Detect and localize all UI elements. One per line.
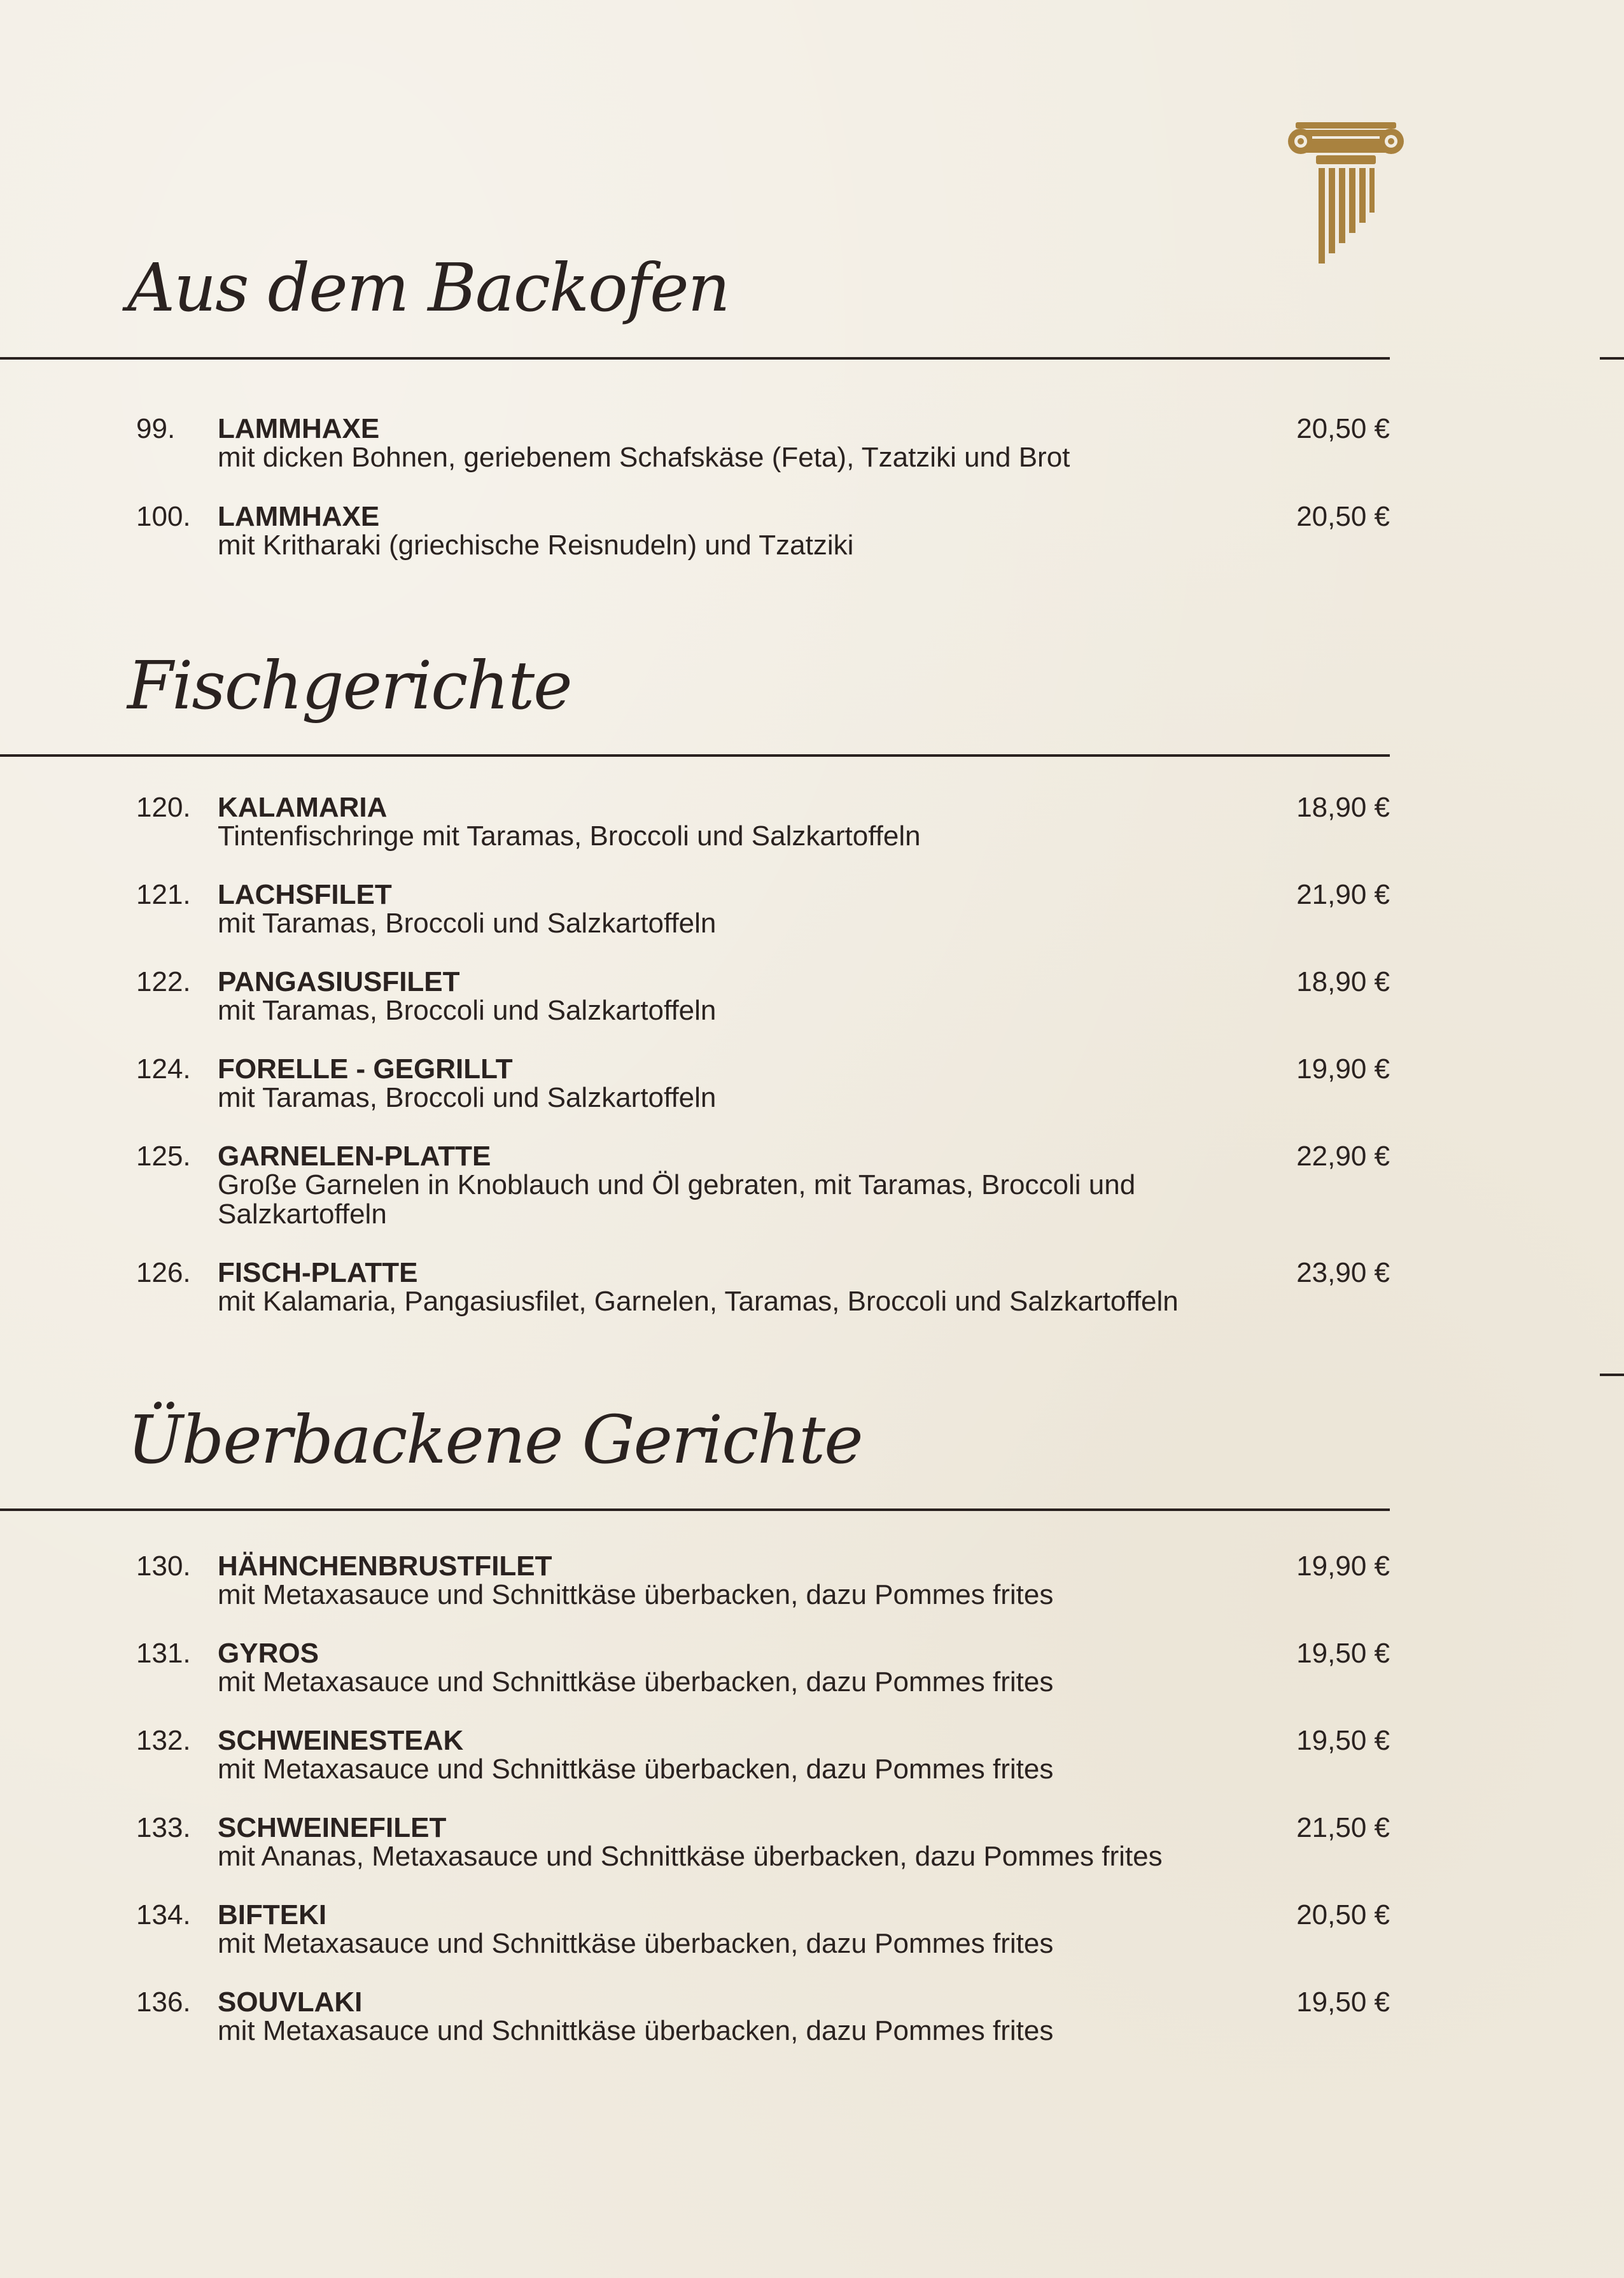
item-name: HÄHNCHENBRUSTFILET: [218, 1550, 552, 1582]
item-price: 18,90 €: [1296, 792, 1390, 823]
item-name: KALAMARIA: [218, 792, 388, 823]
item-description: mit Taramas, Broccoli und Salzkartoffeln: [218, 908, 717, 939]
item-description: mit Metaxasauce und Schnittkäse überbacken, dazu Pommes frites: [218, 1754, 1054, 1785]
item-price: 19,90 €: [1296, 1550, 1390, 1582]
item-name: PANGASIUSFILET: [218, 966, 460, 997]
edge-mark-middle: [1600, 1374, 1624, 1376]
item-price: 18,90 €: [1296, 966, 1390, 997]
item-name: GYROS: [218, 1638, 319, 1669]
item-price: 19,50 €: [1296, 1638, 1390, 1669]
item-description: mit Kalamaria, Pangasiusfilet, Garnelen, Taramas, Broccoli und Salzkartoffeln: [218, 1286, 1179, 1317]
item-description: mit Taramas, Broccoli und Salzkartoffeln: [218, 1082, 717, 1113]
item-description: mit dicken Bohnen, geriebenem Schafskäse (Feta), Tzatziki und Brot: [218, 442, 1070, 473]
item-price: 20,50 €: [1296, 413, 1390, 444]
item-price: 20,50 €: [1296, 1899, 1390, 1930]
section-title: Fischgerichte: [127, 647, 571, 724]
item-description: mit Ananas, Metaxasauce und Schnittkäse überbacken, dazu Pommes frites: [218, 1841, 1163, 1872]
item-number: 121.: [136, 879, 191, 910]
item-number: 133.: [136, 1812, 191, 1843]
item-name: BIFTEKI: [218, 1899, 327, 1930]
item-price: 19,50 €: [1296, 1725, 1390, 1756]
item-name: FORELLE - GEGRILLT: [218, 1053, 513, 1085]
item-name: LAMMHAXE: [218, 501, 380, 532]
item-price: 20,50 €: [1296, 501, 1390, 532]
item-price: 21,90 €: [1296, 879, 1390, 910]
item-number: 120.: [136, 792, 191, 823]
section-divider: [0, 754, 1390, 757]
greek-column-icon: [1287, 122, 1405, 264]
item-number: 134.: [136, 1899, 191, 1930]
item-number: 132.: [136, 1725, 191, 1756]
item-description: mit Metaxasauce und Schnittkäse überbacken, dazu Pommes frites: [218, 1666, 1054, 1698]
edge-mark-top: [1600, 357, 1624, 360]
item-number: 124.: [136, 1053, 191, 1085]
item-number: 136.: [136, 1986, 191, 2018]
item-number: 126.: [136, 1257, 191, 1288]
item-number: 99.: [136, 413, 176, 444]
item-price: 19,90 €: [1296, 1053, 1390, 1085]
item-price: 23,90 €: [1296, 1257, 1390, 1288]
item-description: mit Metaxasauce und Schnittkäse überbacken, dazu Pommes frites: [218, 2015, 1054, 2046]
item-description: mit Kritharaki (griechische Reisnudeln) und Tzatziki: [218, 530, 854, 561]
item-price: 19,50 €: [1296, 1986, 1390, 2018]
item-number: 125.: [136, 1141, 191, 1172]
item-description: mit Metaxasauce und Schnittkäse überbacken, dazu Pommes frites: [218, 1579, 1054, 1610]
item-name: FISCH-PLATTE: [218, 1257, 418, 1288]
item-price: 22,90 €: [1296, 1141, 1390, 1172]
item-description: mit Taramas, Broccoli und Salzkartoffeln: [218, 995, 717, 1026]
item-description: Große Garnelen in Knoblauch und Öl gebraten, mit Taramas, Broccoli und Salzkartoffeln: [218, 1169, 1136, 1230]
item-number: 100.: [136, 501, 191, 532]
item-number: 122.: [136, 966, 191, 997]
item-name: LAMMHAXE: [218, 413, 380, 444]
item-description: Tintenfischringe mit Taramas, Broccoli und Salzkartoffeln: [218, 820, 921, 852]
item-number: 130.: [136, 1550, 191, 1582]
item-price: 21,50 €: [1296, 1812, 1390, 1843]
section-divider: [0, 357, 1390, 360]
section-divider: [0, 1508, 1390, 1511]
item-name: SCHWEINEFILET: [218, 1812, 447, 1843]
item-name: GARNELEN-PLATTE: [218, 1141, 491, 1172]
item-name: SCHWEINESTEAK: [218, 1725, 464, 1756]
item-name: SOUVLAKI: [218, 1986, 363, 2018]
item-description: mit Metaxasauce und Schnittkäse überbacken, dazu Pommes frites: [218, 1928, 1054, 1959]
section-title: Aus dem Backofen: [127, 249, 729, 327]
item-name: LACHSFILET: [218, 879, 392, 910]
item-number: 131.: [136, 1638, 191, 1669]
section-title: Überbackene Gerichte: [127, 1401, 862, 1479]
